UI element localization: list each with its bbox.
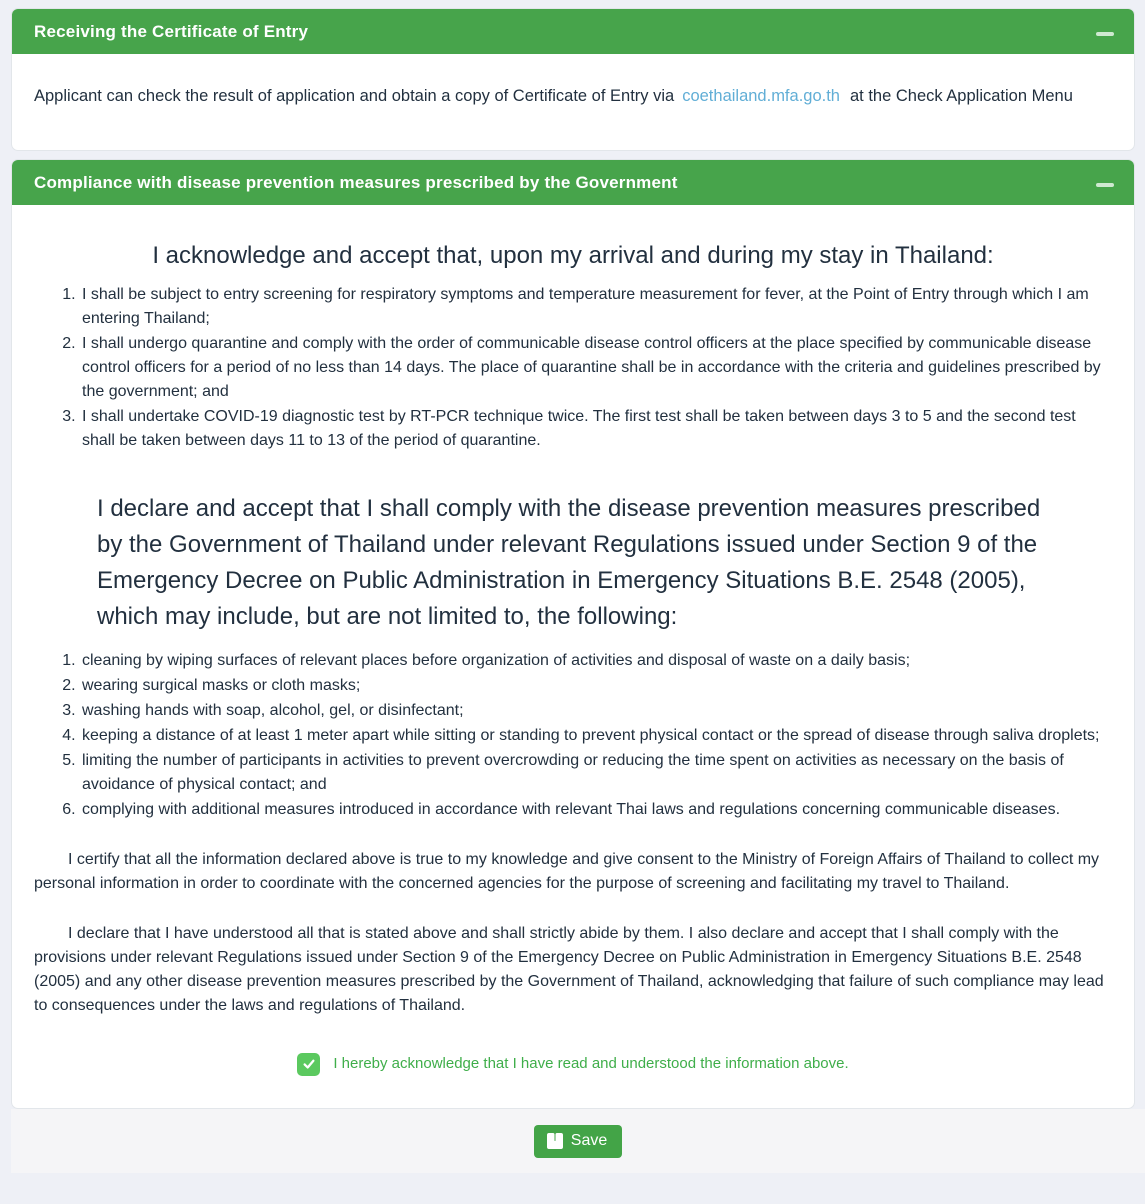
declare-heading: I declare and accept that I shall comply with the disease prevention measures prescribed by the Government of Thailand under relevant Regulations issued under Section 9 of the Emergency Decree on Public Administration in Emergency Situations B.E. 2548 (2005), which may include, but are not limited to, the following:	[97, 495, 1041, 630]
list-item: 6. complying with additional measures introduced in accordance with relevant Thai laws and regulations concerning communicable diseases.	[80, 798, 1112, 822]
checkmark-icon	[302, 1057, 316, 1071]
declare-paragraph: I declare that I have understood all that is stated above and shall strictly abide by them. I also declare and accept that I shall comply with the provisions under relevant Regulations issued under Section 9 of the Emergency Decree on Public Administration in Emergency Situations B.E. 2548 (2005) and any other disease prevention measures prescribed by the Government of Thailand, acknowledging that failure of such compliance may lead to consequences under the laws and regulations of Thailand.	[34, 925, 1104, 1014]
compliance-panel-header	[12, 160, 1134, 205]
compliance-panel	[11, 159, 1135, 1109]
receiving-panel-header	[12, 9, 1134, 54]
list-item: 4. keeping a distance of at least 1 meter apart while sitting or standing to prevent physical contact or the spread of disease through saliva droplets;	[80, 724, 1112, 748]
list-item: 5. limiting the number of participants in activities to prevent overcrowding or reducing the time spent on activities as necessary on the basis of avoidance of physical contact; and	[80, 749, 1112, 797]
save-button[interactable]	[534, 1125, 622, 1158]
receiving-panel-title: Receiving the Certificate of Entry	[34, 22, 309, 41]
list-item: 1. I shall be subject to entry screening for respiratory symptoms and temperature measurement for fever, at the Point of Entry through which I am entering Thailand;	[80, 283, 1112, 331]
list-item: 1. cleaning by wiping surfaces of relevant places before organization of activities and disposal of waste on a daily basis;	[80, 649, 1112, 673]
collapse-panel-button[interactable]	[1096, 176, 1114, 190]
acknowledge-heading: I acknowledge and accept that, upon my arrival and during my stay in Thailand:	[152, 242, 994, 269]
acknowledge-checkbox-label[interactable]: I hereby acknowledge that I have read and understood the information above.	[333, 1055, 849, 1072]
list-item: 2. wearing surgical masks or cloth masks;	[80, 674, 1112, 698]
coethailand-link[interactable]: coethailand.mfa.go.th	[682, 87, 840, 105]
form-footer	[11, 1109, 1145, 1173]
save-button-label: Save	[570, 1131, 608, 1149]
list-item: 2. I shall undergo quarantine and comply with the order of communicable disease control officers at the place specified by communicable disease control officers for a period of no less than 14 days. The place of quarantine shall be in accordance with the criteria and guidelines prescribed by the government; and	[80, 332, 1112, 404]
instructions-text-after-link: at the Check Application Menu	[849, 87, 1073, 105]
receiving-certificate-panel	[11, 8, 1135, 151]
receiving-instructions	[34, 80, 1082, 112]
instructions-text-before-link: Applicant can check the result of application and obtain a copy of Certificate of Entry via	[34, 87, 675, 105]
list-item: 3. I shall undertake COVID-19 diagnostic test by RT-PCR technique twice. The first test shall be taken between days 3 to 5 and the second test shall be taken between days 11 to 13 of the period of quarantine.	[80, 405, 1112, 453]
receiving-panel-body	[12, 54, 1134, 150]
save-floppy-icon	[547, 1133, 563, 1149]
collapse-panel-button[interactable]	[1096, 25, 1114, 39]
minus-icon	[1096, 32, 1114, 36]
prevention-measures-list	[34, 649, 1112, 822]
compliance-panel-title: Compliance with disease prevention measures prescribed by the Government	[34, 173, 678, 192]
arrival-conditions-list	[34, 283, 1112, 453]
acknowledge-checkbox-row	[34, 1052, 1112, 1076]
acknowledge-checkbox[interactable]	[297, 1053, 320, 1076]
compliance-panel-body	[12, 205, 1134, 1108]
list-item: 3. washing hands with soap, alcohol, gel, or disinfectant;	[80, 699, 1112, 723]
certify-paragraph: I certify that all the information declared above is true to my knowledge and give consent to the Ministry of Foreign Affairs of Thailand to collect my personal information in order to coordinate with the concerned agencies for the purpose of screening and facilitating my travel to Thailand.	[34, 851, 1100, 892]
minus-icon	[1096, 183, 1114, 187]
